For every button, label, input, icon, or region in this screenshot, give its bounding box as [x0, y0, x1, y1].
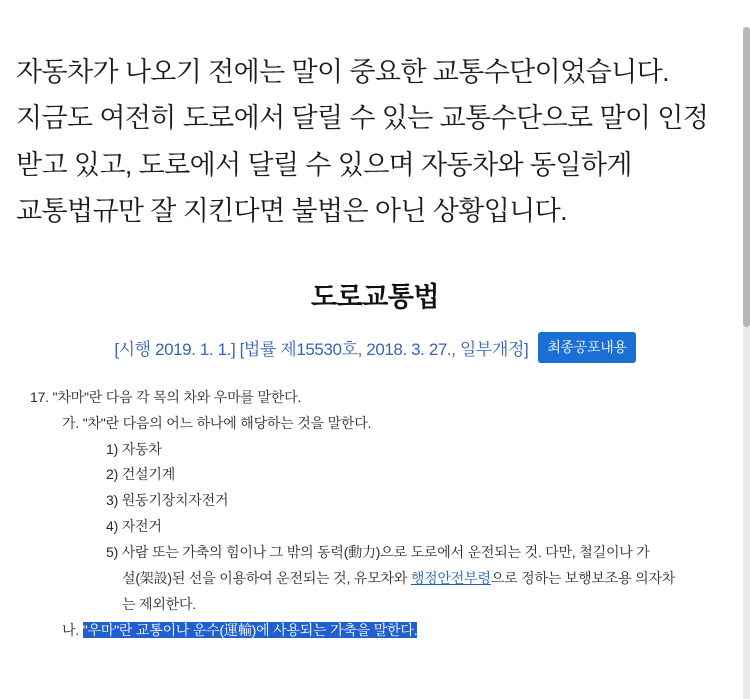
- document-page: [0, 27, 750, 699]
- article-sub-4: 4) 자전거: [106, 518, 162, 535]
- article-sub-5-line1: 5) 사람 또는 가축의 힘이나 그 밖의 동력(動力)으로 도로에서 운전되는 것. 다만, 철길이나 가: [106, 544, 650, 561]
- selected-text-highlight[interactable]: "우마"란 교통이나 운수(運輸)에 사용되는 가축을 말한다.: [82, 621, 418, 638]
- vertical-scroll-thumb[interactable]: [743, 27, 750, 327]
- final-promulgation-badge[interactable]: 최종공포내용: [538, 332, 635, 363]
- article-item-na-prefix: 나.: [62, 621, 83, 638]
- article-sub-5-line3: 는 제외한다.: [122, 595, 196, 612]
- article-sub-3: 3) 원동기장치자전거: [106, 492, 229, 509]
- vertical-scrollbar[interactable]: [743, 27, 750, 699]
- article-sub-5-text-before: 설(架設)된 선을 이용하여 운전되는 것, 유모차와: [122, 569, 411, 586]
- article-sub-5-text-after: 으로 정하는 보행보조용 의자차: [490, 569, 676, 586]
- article-sub-2: 2) 건설기계: [106, 466, 176, 483]
- ordinance-link[interactable]: 행정안전부령: [410, 569, 491, 586]
- article-sub-5-line2: [106, 566, 736, 592]
- law-meta-text: [시행 2019. 1. 1.] [법률 제15530호, 2018. 3. 27., 일부개정]: [114, 339, 529, 359]
- article-body: [0, 385, 750, 644]
- article-item-17: 17. "차마"란 다음 각 목의 차와 우마를 말한다.: [30, 388, 302, 405]
- law-meta-row: [0, 332, 750, 363]
- article-sub-1: 1) 자동차: [106, 440, 162, 457]
- intro-paragraph: 자동차가 나오기 전에는 말이 중요한 교통수단이었습니다. 지금도 여전히 도로에서 달릴 수 있는 교통수단으로 말이 인정 받고 있고, 도로에서 달릴 수 있으며 자동차와 동일하게 교통법규만 잘 지킨다면 불법은 아닌 상황입니다.: [16, 57, 709, 227]
- article-item-na: [62, 618, 736, 644]
- law-title: 도로교통법: [311, 281, 439, 312]
- article-item-ga: 가. "차"란 다음의 어느 하나에 해당하는 것을 말한다.: [62, 414, 372, 431]
